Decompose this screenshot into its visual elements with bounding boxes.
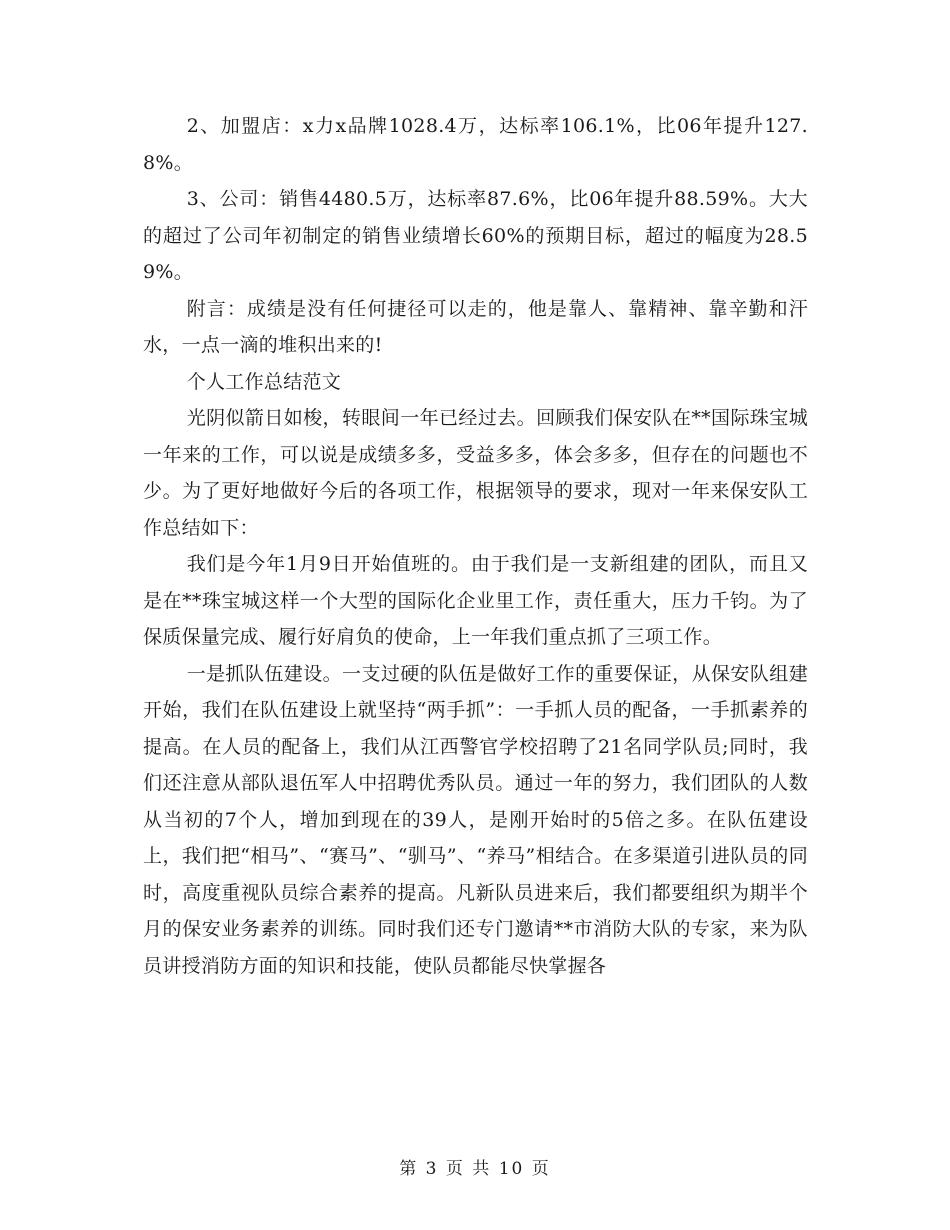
section-heading: 个人工作总结范文 (186, 370, 342, 393)
document-body (143, 108, 808, 984)
paragraph-team-building: 一是抓队伍建设。一支过硬的队伍是做好工作的重要保证，从保安队组建开始，我们在队伍建设上就坚持“两手抓”：一手抓人员的配备，一手抓素养的提高。在人员的配备上，我们从江西警官学校招聘了21名同学队员;同时，我们还注意从部队退伍军人中招聘优秀队员。通过一年的努力，我们团队的人数从当初的7个人，增加到现在的39人，是刚开始时的5倍之多。在队伍建设上，我们把“相马”、“赛马”、“驯马”、“养马”相结合。在多渠道引进队员的同时，高度重视队员综合素养的提高。凡新队员进来后，我们都要组织为期半个月的保安业务素养的训练。同时我们还专门邀请**市消防大队的专家，来为队员讲授消防方面的知识和技能，使队员都能尽快掌握各 (143, 662, 808, 977)
paragraph-company: 3、公司：销售4480.5万，达标率87.6%，比06年提升88.59%。大大的超过了公司年初制定的销售业绩增长60%的预期目标，超过的幅度为28.59%。 (143, 188, 808, 283)
paragraph-intro: 光阴似箭日如梭，转眼间一年已经过去。回顾我们保安队在**国际珠宝城一年来的工作，可以说是成绩多多，受益多多，体会多多，但存在的问题也不少。为了更好地做好今后的各项工作，根据领导的要求，现对一年来保安队工作总结如下： (143, 407, 808, 539)
paragraph-note: 附言：成绩是没有任何捷径可以走的，他是靠人、靠精神、靠辛勤和汗水，一点一滴的堆积出来的! (143, 297, 808, 356)
page-number: 第 3 页 共 10 页 (399, 1159, 551, 1179)
paragraph-franchise: 2、加盟店：x力x品牌1028.4万，达标率106.1%，比06年提升127.8%。 (143, 115, 808, 174)
paragraph-start: 我们是今年1月9日开始值班的。由于我们是一支新组建的团队，而且又是在**珠宝城这样一个大型的国际化企业里工作，责任重大，压力千钧。为了保质保量完成、履行好肩负的使命，上一年我们重点抓了三项工作。 (143, 553, 808, 648)
